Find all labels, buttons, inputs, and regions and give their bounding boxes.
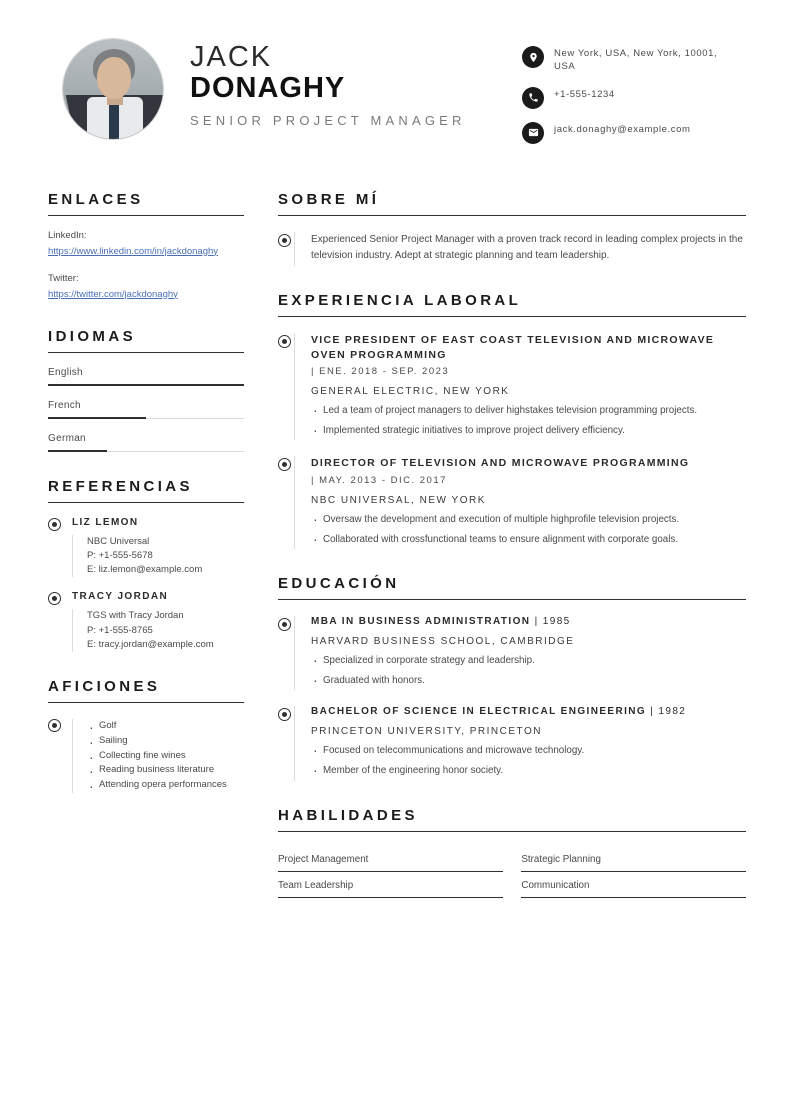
experience-org: NBC UNIVERSAL, NEW YORK <box>311 494 486 506</box>
experience-item <box>278 333 746 441</box>
contact-email-text: jack.donaghy@example.com <box>554 123 691 135</box>
hobby-item: · Collecting fine wines <box>87 749 244 764</box>
reference-item <box>48 591 244 652</box>
experience-dates: | ENE. 2018 - SEP. 2023 <box>311 366 450 378</box>
section-skills-title: HABILIDADES <box>278 807 746 832</box>
contact-location-text: New York, USA, New York, 10001, USA <box>554 48 718 72</box>
experience-bullets <box>311 512 746 547</box>
bullet-dot-icon <box>48 592 61 605</box>
section-education-title: EDUCACIÓN <box>278 575 746 600</box>
bullet-dot-icon <box>278 618 291 631</box>
link-label: LinkedIn: <box>48 229 87 241</box>
skills-grid <box>278 846 746 898</box>
job-title: SENIOR PROJECT MANAGER <box>190 112 466 128</box>
last-name: DONAGHY <box>190 72 346 105</box>
contact-email <box>522 122 732 144</box>
section-experience-title: EXPERIENCIA LABORAL <box>278 292 746 317</box>
experience-org: GENERAL ELECTRIC, NEW YORK <box>311 386 510 398</box>
skill-item: Strategic Planning <box>521 846 746 872</box>
experience-bullet: · Implemented strategic initiatives to improve project delivery efficiency. <box>311 423 746 438</box>
language-name: French <box>48 399 81 411</box>
education-item <box>278 616 746 690</box>
education-body <box>294 616 746 690</box>
profile-photo-icon <box>63 39 163 139</box>
experience-role: VICE PRESIDENT OF EAST COAST TELEVISION AND MICROWAVE OVEN PROGRAMMING <box>311 333 715 361</box>
language-name: English <box>48 366 83 378</box>
bullet-dot-icon <box>278 708 291 721</box>
section-about <box>278 191 746 266</box>
language-level-bar <box>48 450 107 452</box>
experience-body <box>294 456 746 549</box>
language-item <box>48 386 244 419</box>
section-languages <box>48 328 244 452</box>
link-url[interactable]: https://twitter.com/jackdonaghy <box>48 288 178 300</box>
envelope-icon <box>522 122 544 144</box>
bullet-dot-icon <box>48 719 61 732</box>
hobby-item: · Attending opera performances <box>87 778 244 793</box>
section-hobbies <box>48 678 244 793</box>
main-content <box>278 191 746 924</box>
education-degree-line <box>311 616 746 627</box>
about-text: Experienced Senior Project Manager with a proven track record in leading complex projects in the television industry. Adept at strategic planning and team leadership. <box>311 233 743 261</box>
section-education <box>278 575 746 781</box>
reference-name: TRACY JORDAN <box>72 591 169 603</box>
section-links <box>48 191 244 302</box>
experience-bullet: · Collaborated with crossfunctional teams to ensure alignment with corporate goals. <box>311 532 746 547</box>
experience-item <box>278 456 746 549</box>
section-references <box>48 478 244 653</box>
reference-line: P: +1-555-8765 <box>87 624 153 636</box>
section-languages-title: IDIOMAS <box>48 328 244 353</box>
education-bullets <box>311 653 746 688</box>
skill-item: Project Management <box>278 846 503 872</box>
hobby-item: · Reading business literature <box>87 763 244 778</box>
reference-line: P: +1-555-5678 <box>87 549 153 561</box>
education-year: | 1982 <box>650 706 687 718</box>
reference-line: NBC Universal <box>87 535 150 547</box>
link-item <box>48 273 244 302</box>
reference-line: E: tracy.jordan@example.com <box>87 638 214 650</box>
experience-bullets <box>311 403 746 438</box>
reference-line: TGS with Tracy Jordan <box>87 610 184 622</box>
link-item <box>48 230 244 259</box>
section-experience <box>278 292 746 549</box>
education-org: HARVARD BUSINESS SCHOOL, CAMBRIDGE <box>311 635 575 647</box>
sidebar <box>48 191 244 924</box>
hobby-item: · Sailing <box>87 734 244 749</box>
experience-body <box>294 333 746 441</box>
experience-dates: | MAY. 2013 - DIC. 2017 <box>311 474 447 486</box>
contact-block <box>522 34 732 157</box>
reference-details <box>72 535 244 578</box>
about-body <box>294 232 746 266</box>
language-item <box>48 353 244 386</box>
reference-details <box>72 609 244 652</box>
bullet-dot-icon <box>278 335 291 348</box>
contact-location <box>522 46 732 74</box>
education-bullet: · Focused on telecommunications and microwave technology. <box>311 743 746 758</box>
bullet-dot-icon <box>278 234 291 247</box>
reference-name: LIZ LEMON <box>72 516 139 528</box>
location-pin-icon <box>522 46 544 68</box>
bullet-dot-icon <box>48 518 61 531</box>
education-bullet: · Member of the engineering honor society. <box>311 763 746 778</box>
link-url[interactable]: https://www.linkedin.com/in/jackdonaghy <box>48 245 219 257</box>
hobby-item: · Golf <box>87 719 244 734</box>
reference-line: E: liz.lemon@example.com <box>87 564 203 576</box>
section-references-title: REFERENCIAS <box>48 478 244 503</box>
education-bullet: · Graduated with honors. <box>311 673 746 688</box>
bullet-dot-icon <box>278 458 291 471</box>
education-item <box>278 706 746 780</box>
education-degree-line <box>311 706 746 717</box>
section-hobbies-title: AFICIONES <box>48 678 244 703</box>
education-body <box>294 706 746 780</box>
reference-item <box>48 517 244 578</box>
experience-bullet: · Led a team of project managers to deliver highstakes television programming projects. <box>311 403 746 418</box>
experience-role: DIRECTOR OF TELEVISION AND MICROWAVE PROGRAMMING <box>311 457 690 470</box>
experience-bullet: · Oversaw the development and execution of multiple highprofile television projects. <box>311 512 746 527</box>
section-about-title: SOBRE MÍ <box>278 191 746 216</box>
phone-icon <box>522 87 544 109</box>
education-bullets <box>311 743 746 778</box>
skill-item: Team Leadership <box>278 872 503 898</box>
education-org: PRINCETON UNIVERSITY, PRINCETON <box>311 726 542 738</box>
language-item <box>48 419 244 452</box>
link-label: Twitter: <box>48 272 79 284</box>
section-links-title: ENLACES <box>48 191 244 216</box>
resume-header <box>48 34 746 157</box>
hobbies-list-wrap <box>48 719 244 793</box>
resume-body <box>48 191 746 924</box>
section-skills <box>278 807 746 898</box>
education-degree: MBA IN BUSINESS ADMINISTRATION <box>311 615 531 627</box>
avatar <box>62 38 164 140</box>
about-entry <box>278 232 746 266</box>
contact-phone <box>522 87 732 109</box>
skill-item: Communication <box>521 872 746 898</box>
language-name: German <box>48 432 86 444</box>
name-block <box>190 34 522 128</box>
first-name: JACK <box>190 41 273 73</box>
contact-phone-text: +1-555-1234 <box>554 88 615 100</box>
education-degree: BACHELOR OF SCIENCE IN ELECTRICAL ENGINEERING <box>311 706 647 718</box>
education-year: | 1985 <box>534 615 571 627</box>
education-bullet: · Specialized in corporate strategy and leadership. <box>311 653 746 668</box>
hobbies-list <box>72 719 244 793</box>
